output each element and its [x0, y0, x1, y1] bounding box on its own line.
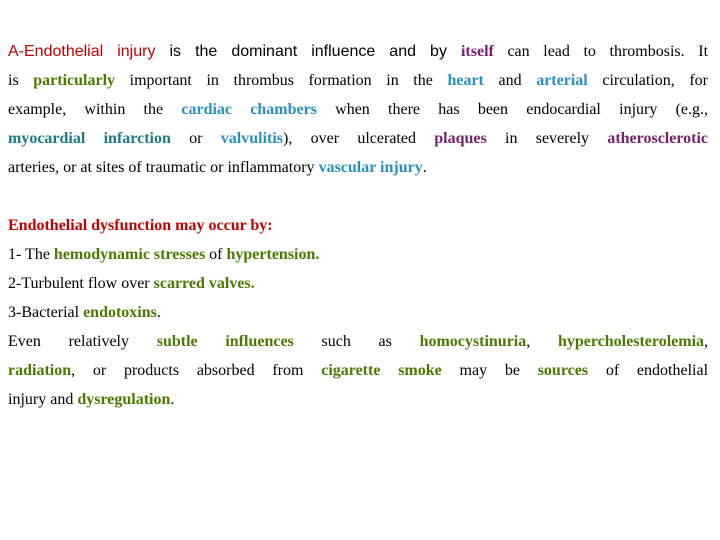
highlighted-term: homocystinuria: [419, 333, 527, 350]
text-run: ,: [526, 333, 558, 350]
highlighted-term: cigarette smoke: [321, 362, 442, 379]
highlighted-term: hemodynamic stresses: [53, 246, 206, 263]
text-run: , or products absorbed from: [71, 362, 322, 379]
highlighted-term: endotoxins: [83, 304, 157, 321]
highlighted-term: itself: [460, 43, 494, 60]
text-run: important in thrombus formation in the: [115, 72, 448, 89]
highlighted-term: hypercholesterolemia: [557, 333, 705, 350]
highlighted-term: myocardial infarction: [8, 130, 171, 147]
text-run: is the dominant influence and by: [155, 43, 461, 60]
endothelial-injury-paragraph: [8, 37, 708, 182]
text-run: .: [170, 391, 175, 408]
text-line: [8, 269, 708, 298]
highlighted-term: arterial: [536, 72, 588, 89]
text-run: 3-Bacterial: [8, 304, 84, 321]
text-line: [8, 66, 708, 95]
highlighted-term: hypertension.: [226, 246, 320, 263]
highlighted-term: subtle influences: [156, 333, 294, 350]
highlighted-term: cardiac chambers: [181, 101, 317, 118]
text-run: or: [170, 130, 221, 147]
text-line: [8, 385, 708, 414]
highlighted-term: dysregulation: [77, 391, 171, 408]
highlighted-term: heart: [447, 72, 484, 89]
text-line: [8, 298, 708, 327]
highlighted-term: scarred valves.: [153, 275, 255, 292]
text-run: 2-Turbulent flow over: [8, 275, 154, 292]
endothelial-dysfunction-paragraph: [8, 211, 708, 414]
highlighted-term: valvulitis: [220, 130, 284, 147]
highlighted-term: vascular injury: [318, 159, 423, 176]
highlighted-term: radiation: [8, 362, 72, 379]
text-run: injury and: [8, 391, 78, 408]
text-run: circulation, for: [587, 72, 709, 89]
highlighted-term: atherosclerotic: [607, 130, 709, 147]
text-run: is: [8, 72, 34, 89]
text-run: of endothelial: [588, 362, 709, 379]
text-line: [8, 37, 708, 66]
text-line: [8, 240, 708, 269]
text-run: .: [156, 304, 161, 321]
text-run: 1- The: [8, 246, 54, 263]
text-run: arteries, or at sites of traumatic or inflammatory: [8, 159, 319, 176]
highlighted-term: plaques: [434, 130, 487, 147]
text-line: [8, 95, 708, 124]
text-run: and: [483, 72, 537, 89]
text-run: .: [422, 159, 427, 176]
text-run: ,: [704, 333, 709, 350]
text-run: may be: [441, 362, 538, 379]
highlighted-term: Endothelial dysfunction may occur by:: [8, 217, 273, 234]
text-run: ), over ulcerated: [283, 130, 435, 147]
highlighted-term: sources: [537, 362, 589, 379]
text-line: [8, 327, 708, 356]
text-run: example, within the: [8, 101, 182, 118]
text-run: such as: [293, 333, 420, 350]
text-run: can lead to thrombosis. It: [493, 43, 709, 60]
text-line: [8, 211, 708, 240]
highlighted-term: A-Endothelial injury: [8, 43, 156, 60]
text-run: of: [205, 246, 227, 263]
text-run: Even relatively: [8, 333, 157, 350]
text-run: in severely: [486, 130, 608, 147]
highlighted-term: particularly: [33, 72, 116, 89]
text-line: [8, 356, 708, 385]
text-line: [8, 124, 708, 153]
text-line: [8, 153, 708, 182]
text-run: when there has been endocardial injury (e.g.,: [316, 101, 709, 118]
